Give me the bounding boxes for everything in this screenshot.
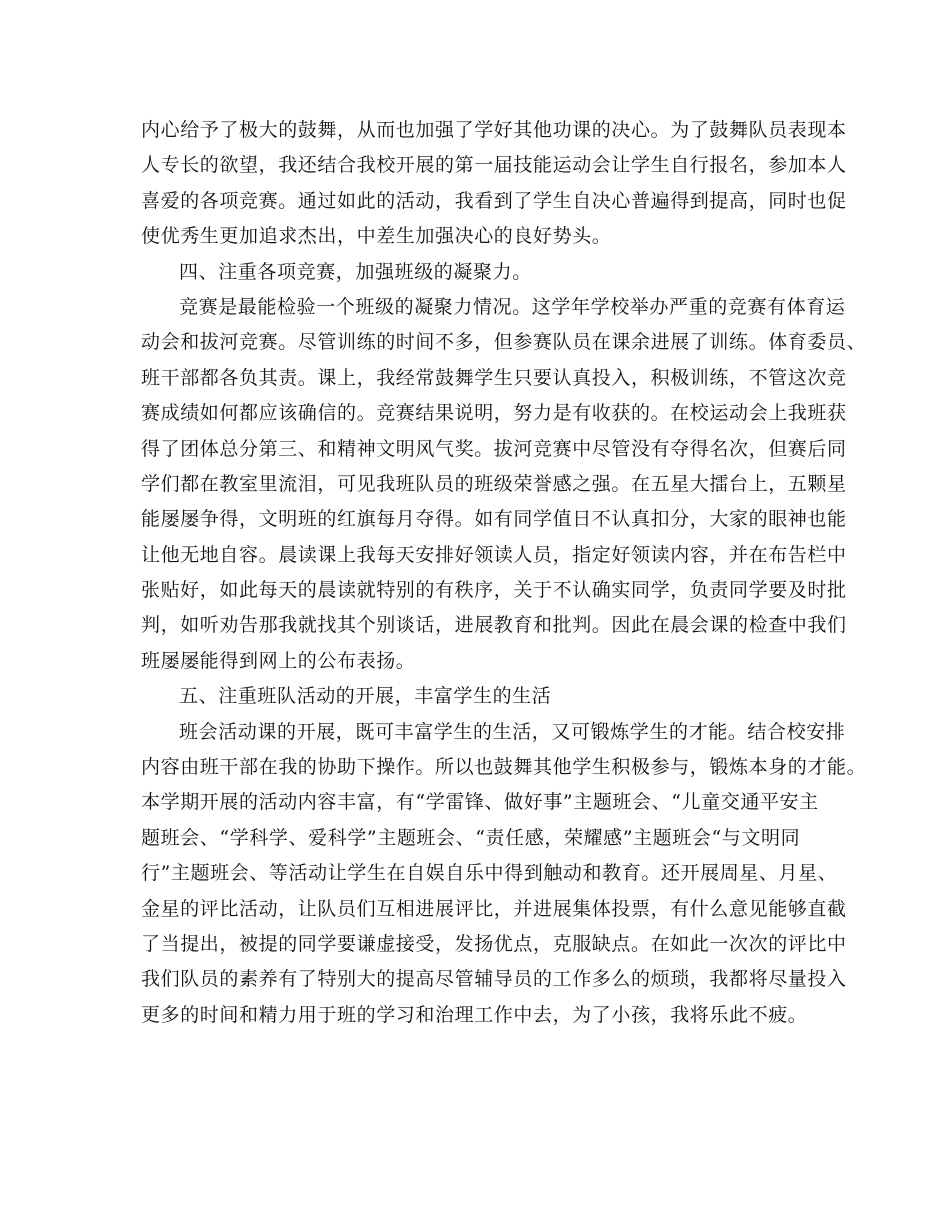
- text-line: 人专长的欲望，我还结合我校开展的第一届技能运动会让学生自行报名，参加本人: [141, 154, 847, 177]
- text-line: 内心给予了极大的鼓舞，从而也加强了学好其他功课的决心。为了鼓舞队员表现本: [141, 119, 847, 141]
- text-line: 更多的时间和精力用于班的学习和治理工作中去，为了小孩，我将乐此不疲。: [141, 1003, 808, 1026]
- document-body: [141, 113, 867, 1033]
- text-line: 喜爱的各项竞赛。通过如此的活动，我看到了学生自决心普遍得到提高，同时也促: [141, 189, 847, 212]
- text-line: 班屡屡能得到网上的公布表扬。: [141, 649, 416, 672]
- text-line: 了当提出，被提的同学要谦虚接受，发扬优点，克服缺点。在如此一次次的评比中: [141, 932, 847, 955]
- text-line: 内容由班干部在我的协助下操作。所以也鼓舞其他学生积极参与，锻炼本身的才能。: [141, 756, 867, 779]
- text-line: 我们队员的素养有了特别大的提高尽管辅导员的工作多么的烦琐，我都将尽量投入: [141, 968, 847, 991]
- text-line: 能屡屡争得，文明班的红旗每月夺得。如有同学值日不认真扣分，大家的眼神也能: [141, 508, 847, 531]
- text-line: 金星的评比活动，让队员们互相进展评比，并进展集体投票，有什么意见能够直截: [141, 897, 847, 920]
- text-line: 张贴好，如此每天的晨读就特别的有秩序，关于不认确实同学，负责同学要及时批: [141, 579, 847, 602]
- text-line: 学们都在教室里流泪，可见我班队员的班级荣誉感之强。在五星大擂台上，五颗星: [141, 472, 847, 495]
- text-line: 班会活动课的开展，既可丰富学生的生活，又可锻炼学生的才能。结合校安排: [179, 720, 846, 743]
- text-line: 班干部都各负其责。课上，我经常鼓舞学生只要认真投入，积极训练，不管这次竞: [141, 366, 847, 389]
- text-line: 判，如听劝告那我就找其个别谈话，进展教育和批判。因此在晨会课的检查中我们: [141, 614, 847, 637]
- text-line: 得了团体总分第三、和精神文明风气奖。拔河竞赛中尽管没有夺得名次，但赛后同: [141, 437, 847, 460]
- text-line: 使优秀生更加追求杰出，中差生加强决心的良好势头。: [141, 225, 612, 248]
- text-line: 四、注重各项竞赛，加强班级的凝聚力。: [179, 260, 532, 283]
- text-line: 本学期开展的活动内容丰富，有“学雷锋、做好事”主题班会、“儿童交通平安主: [141, 791, 819, 814]
- text-line: 五、注重班队活动的开展，丰富学生的生活: [179, 685, 552, 708]
- text-line: 赛成绩如何都应该确信的。竞赛结果说明，努力是有收获的。在校运动会上我班获: [141, 402, 847, 425]
- text-line: 题班会、“学科学、爱科学”主题班会、“责任感，荣耀感”主题班会“与文明同: [141, 826, 801, 849]
- text-line: 行”主题班会、等活动让学生在自娱自乐中得到触动和教育。还开展周星、月星、: [141, 862, 838, 885]
- text-line: 竞赛是最能检验一个班级的凝聚力情况。这学年学校举办严重的竞赛有体育运: [179, 295, 846, 318]
- text-line: 让他无地自容。晨读课上我每天安排好领读人员，指定好领读内容，并在布告栏中: [141, 543, 847, 566]
- text-line: 动会和拔河竞赛。尽管训练的时间不多，但参赛队员在课余进展了训练。体育委员、: [141, 331, 867, 354]
